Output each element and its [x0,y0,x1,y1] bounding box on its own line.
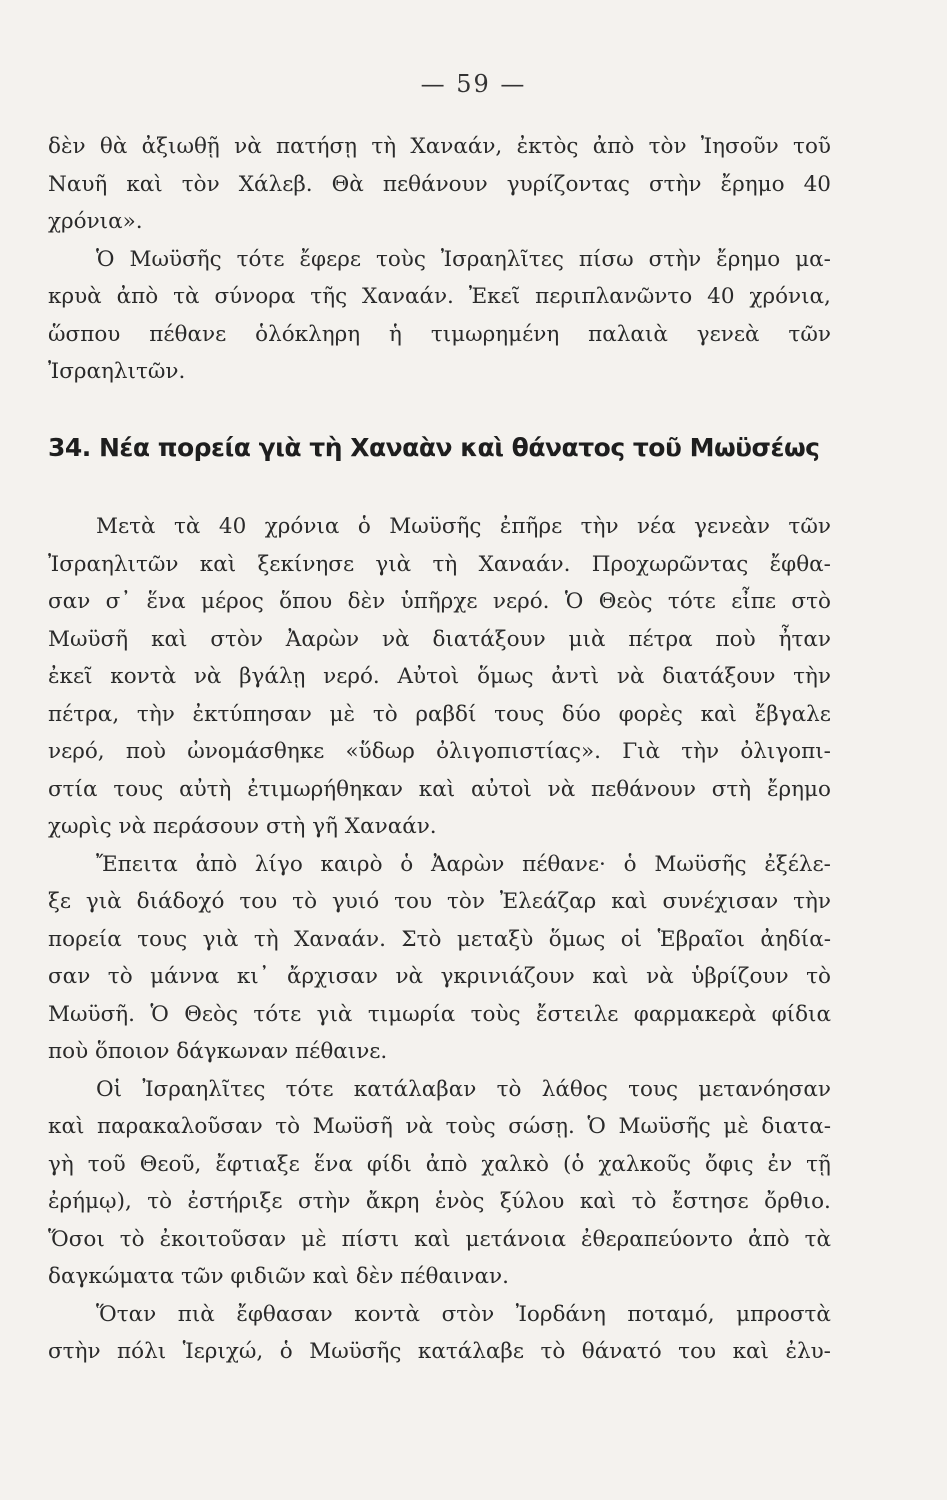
text-line: Ἰσραηλιτῶν καὶ ξεκίνησε γιὰ τὴ Χαναάν. Προχωρῶντας ἔφθα- [48,551,831,577]
page-number: — 59 — [420,70,527,98]
text-line: ἐκεῖ κοντὰ νὰ βγάλῃ νερό. Αὐτοὶ ὅμως ἀντὶ νὰ διατάξουν τὴν [48,664,831,689]
text-line: ὥσπου πέθανε ὁλόκληρη ἡ τιμωρημένη παλαιὰ γενεὰ τῶν [48,321,831,347]
text-line: Ὁ Μωϋσῆς τότε ἔφερε τοὺς Ἰσραηλῖτες πίσω στὴν ἔρημο μα- [96,246,831,272]
text-line: νερό, ποὺ ὠνομάσθηκε «ὕδωρ ὀλιγοπιστίας». Γιὰ τὴν ὀλιγοπι- [48,739,831,764]
text-line: σαν τὸ μάννα κι᾽ ἄρχισαν νὰ γκρινιάζουν καὶ νὰ ὑβρίζουν τὸ [48,964,831,989]
text-line: Μωϋσῆ καὶ στὸν Ἀαρὼν νὰ διατάξουν μιὰ πέτρα ποὺ ἦταν [48,626,831,652]
text-line: Ὅταν πιὰ ἔφθασαν κοντὰ στὸν Ἰορδάνη ποταμό, μπροστὰ [96,1301,831,1327]
text-line: ποὺ ὅποιον δάγκωναν πέθαινε. [48,1039,388,1064]
text-line: Ἰσραηλιτῶν. [48,359,186,384]
text-line: Ἔπειτα ἀπὸ λίγο καιρὸ ὁ Ἀαρὼν πέθανε· ὁ Μωϋσῆς ἐξέλε- [96,851,831,877]
text-line: Ὅσοι τὸ ἐκοιτοῦσαν μὲ πίστι καὶ μετάνοια ἐθεραπεύοντο ἀπὸ τὰ [48,1226,831,1252]
text-line: γὴ τοῦ Θεοῦ, ἔφτιαξε ἕνα φίδι ἀπὸ χαλκὸ (ὁ χαλκοῦς ὄφις ἐν τῇ [48,1151,831,1177]
text-line: Οἱ Ἰσραηλῖτες τότε κατάλαβαν τὸ λάθος τους μετανόησαν [96,1076,831,1102]
text-line: δαγκώματα τῶν φιδιῶν καὶ δὲν πέθαιναν. [48,1264,509,1289]
text-line: χωρὶς νὰ περάσουν στὴ γῆ Χαναάν. [48,814,437,839]
text-line: Ναυῆ καὶ τὸν Χάλεβ. Θὰ πεθάνουν γυρίζοντας στὴν ἔρημο 40 [48,171,831,197]
text-line: κρυὰ ἀπὸ τὰ σύνορα τῆς Χαναάν. Ἐκεῖ περιπλανῶντο 40 χρόνια, [48,284,831,309]
section-heading: 34. Νέα πορεία γιὰ τὴ Χαναὰν καὶ θάνατος τοῦ Μωϋσέως [48,433,820,462]
text-line: πέτρα, τὴν ἐκτύπησαν μὲ τὸ ραβδί τους δύο φορὲς καὶ ἔβγαλε [48,701,831,727]
text-line: στία τους αὐτὴ ἐτιμωρήθηκαν καὶ αὐτοὶ νὰ πεθάνουν στὴ ἔρημο [48,776,831,802]
paragraph-block-top [48,128,831,391]
text-line: χρόνια». [48,209,143,234]
text-line: δὲν θὰ ἀξιωθῇ νὰ πατήσῃ τὴ Χαναάν, ἐκτὸς ἀπὸ τὸν Ἰησοῦν τοῦ [48,134,831,159]
text-line: καὶ παρακαλοῦσαν τὸ Μωϋσῆ νὰ τοὺς σώσῃ. Ὁ Μωϋσῆς μὲ διατα- [48,1114,831,1139]
text-line: ἐρήμῳ), τὸ ἐστήριξε στὴν ἄκρη ἑνὸς ξύλου καὶ τὸ ἔστησε ὄρθιο. [48,1189,831,1214]
text-line: Μετὰ τὰ 40 χρόνια ὁ Μωϋσῆς ἐπῆρε τὴν νέα γενεὰν τῶν [96,514,831,539]
text-line: στὴν πόλι Ἱεριχώ, ὁ Μωϋσῆς κατάλαβε τὸ θάνατό του καὶ ἐλυ- [48,1339,831,1364]
text-line: σαν σ᾽ ἕνα μέρος ὅπου δὲν ὑπῆρχε νερό. Ὁ Θεὸς τότε εἶπε στὸ [48,589,831,614]
text-line: ξε γιὰ διάδοχό του τὸ γυιό του τὸν Ἐλεάζαρ καὶ συνέχισαν τὴν [48,889,831,914]
text-line: πορεία τους γιὰ τὴ Χαναάν. Στὸ μεταξὺ ὅμως οἱ Ἑβραῖοι ἀηδία- [48,926,831,952]
text-line: Μωϋσῆ. Ὁ Θεὸς τότε γιὰ τιμωρία τοὺς ἔστειλε φαρμακερὰ φίδια [48,1001,831,1027]
paragraph-block-section-34 [48,508,831,1371]
